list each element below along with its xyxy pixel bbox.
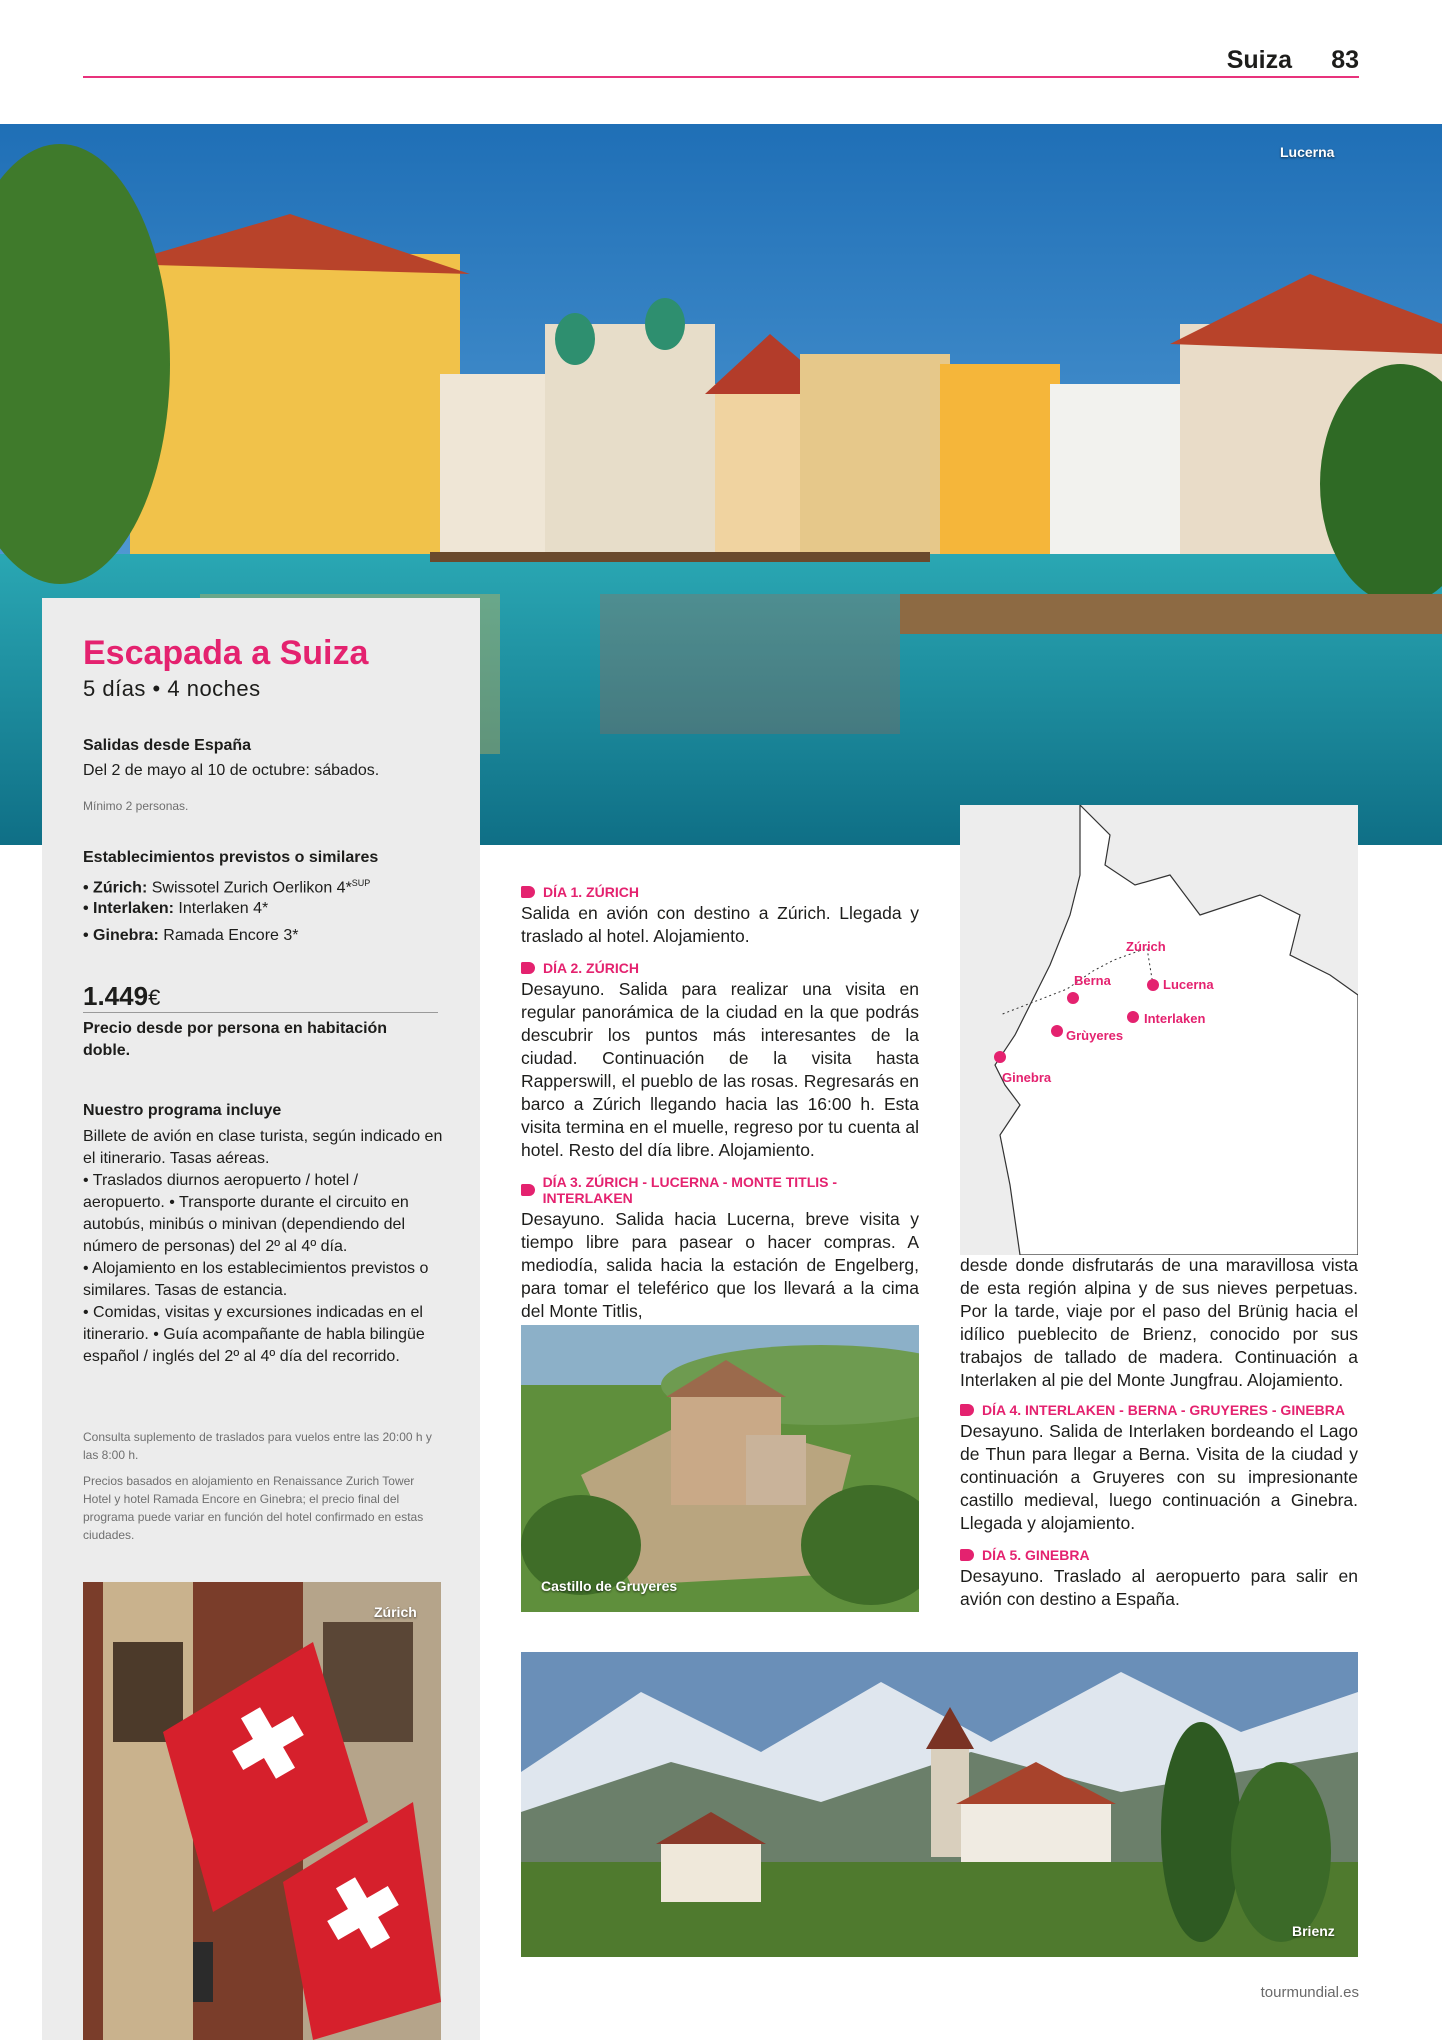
page-number: 83 bbox=[1331, 46, 1359, 74]
map-marker-ginebra bbox=[994, 1051, 1006, 1063]
day-4-heading bbox=[960, 1402, 1358, 1418]
includes-paragraph: • Comidas, visitas y excursiones indicadas en el itinerario. • Guía acompañante de habla bilingüe español / inglés del 2º al 4º día del recorrido. bbox=[83, 1304, 425, 1365]
day-2-heading bbox=[521, 960, 919, 976]
hotel-city: • Zúrich: bbox=[83, 879, 148, 897]
photo-zurich bbox=[83, 1582, 441, 2040]
header-divider bbox=[83, 76, 1359, 78]
price-value: 1.449 bbox=[83, 981, 149, 1011]
hero-caption: Lucerna bbox=[1280, 144, 1335, 160]
footer-url[interactable]: tourmundial.es bbox=[1260, 1984, 1359, 2001]
price bbox=[83, 981, 160, 1012]
map-marker-interlaken bbox=[1127, 1011, 1139, 1023]
bullet-icon bbox=[521, 1184, 535, 1196]
pricing-note: Precios basados en alojamiento en Renaissance Zurich Tower Hotel y hotel Ramada Encore en Ginebra; el precio final del programa puede variar en función del hotel confirmado en estas ciudades. bbox=[83, 1474, 424, 1542]
price-divider bbox=[83, 1012, 438, 1013]
day-1-heading bbox=[521, 884, 919, 900]
map-label-interlaken: Interlaken bbox=[1144, 1011, 1206, 1026]
trip-title: Escapada a Suiza bbox=[83, 634, 369, 672]
hotel-name: Ramada Encore 3* bbox=[163, 927, 299, 944]
minimum-note: Mínimo 2 personas. bbox=[83, 799, 189, 813]
route-map bbox=[960, 805, 1358, 1255]
includes-paragraph: • Traslados diurnos aeropuerto / hotel / aeropuerto. • Transporte durante el circuito en autobús, minibús o minivan (dependiendo del número de personas) del 2º al 4º día. bbox=[83, 1172, 409, 1255]
itinerary-column-2 bbox=[960, 1254, 1358, 1611]
day-1-text: Salida en avión con destino a Zúrich. Llegada y traslado al hotel. Alojamiento. bbox=[521, 903, 919, 946]
day-2-label: DÍA 2. ZÚRICH bbox=[543, 960, 639, 976]
photo-castle-gruyeres bbox=[521, 1325, 919, 1612]
day-5-heading bbox=[960, 1547, 1358, 1563]
castle-caption: Castillo de Gruyeres bbox=[541, 1578, 678, 1594]
day-3-label: DÍA 3. ZÚRICH - LUCERNA - MONTE TITLIS - INTERLAKEN bbox=[542, 1174, 838, 1206]
transfer-note: Consulta suplemento de traslados para vuelos entre las 20:00 h y las 8:00 h. bbox=[83, 1430, 432, 1462]
bullet-icon bbox=[521, 886, 535, 898]
map-marker-lucerna bbox=[1147, 979, 1159, 991]
section-title: Suiza bbox=[1226, 46, 1292, 74]
map-label-ginebra: Ginebra bbox=[1002, 1070, 1052, 1085]
includes-list bbox=[83, 1126, 443, 1368]
day-3-text: Desayuno. Salida hacia Lucerna, breve visita y tiempo libre para pasear o hacer compras. A mediodía, salida hacia la estación de Engelberg, para tomar el teleférico que los llevará a la cima del Monte Titlis, bbox=[521, 1209, 919, 1321]
hotel-item bbox=[83, 898, 268, 920]
map-label-zurich: Zúrich bbox=[1126, 939, 1166, 954]
map-marker-gruyeres bbox=[1051, 1025, 1063, 1037]
bullet-icon bbox=[521, 962, 535, 974]
includes-paragraph: • Alojamiento en los establecimientos previstos o similares. Tasas de estancia. bbox=[83, 1260, 429, 1299]
map-marker-berna bbox=[1067, 992, 1079, 1004]
hotel-item bbox=[83, 872, 370, 899]
bullet-icon bbox=[960, 1549, 974, 1561]
departures-heading: Salidas desde España bbox=[83, 737, 252, 754]
day-2-text: Desayuno. Salida para realizar una visita en regular panorámica de la ciudad en la que podrás descubrir los puntos más interesantes de la ciudad. Continuación de la visita hasta Rapperswill, el pueblo de las rosas. Regresarás en barco a Zúrich llegando hacia las 16:00 h. Esta visita termina en el muelle, regreso por tu cuenta al hotel. Resto del día libre. Alojamiento. bbox=[521, 979, 919, 1160]
day-3-heading bbox=[521, 1174, 919, 1206]
hotel-name: Swissotel Zurich Oerlikon 4* bbox=[151, 879, 352, 897]
day-3-continuation: desde donde disfrutarás de una maravillosa vista de esta región alpina y de sus nieves perpetuas. Por la tarde, viaje por el paso del Brünig hacia el idílico pueblecito de Brienz, conocido por sus trabajos de tallado de madera. Continuación a Interlaken al pie del Monte Jungfrau. Alojamiento. bbox=[960, 1255, 1358, 1390]
trip-subtitle: 5 días • 4 noches bbox=[83, 676, 261, 701]
hotel-name: Interlaken 4* bbox=[178, 900, 269, 917]
price-currency: € bbox=[148, 985, 161, 1010]
map-label-gruyeres: Grùyeres bbox=[1066, 1028, 1124, 1043]
brienz-caption: Brienz bbox=[1292, 1923, 1335, 1939]
hotel-item bbox=[83, 925, 298, 947]
zurich-caption: Zúrich bbox=[374, 1604, 417, 1620]
includes-paragraph: Billete de avión en clase turista, según indicado en el itinerario. Tasas aéreas. bbox=[83, 1128, 443, 1167]
bullet-icon bbox=[960, 1404, 974, 1416]
day-4-label: DÍA 4. INTERLAKEN - BERNA - GRUYERES - GINEBRA bbox=[982, 1402, 1345, 1418]
day-1-label: DÍA 1. ZÚRICH bbox=[543, 884, 639, 900]
hotel-city: • Interlaken: bbox=[83, 900, 174, 917]
map-label-berna: Berna bbox=[1074, 973, 1111, 988]
day-5-text: Desayuno. Traslado al aeropuerto para salir en avión con destino a España. bbox=[960, 1566, 1358, 1609]
day-5-label: DÍA 5. GINEBRA bbox=[982, 1547, 1090, 1563]
hotel-sup: SUP bbox=[351, 878, 371, 888]
map-label-lucerna: Lucerna bbox=[1163, 977, 1214, 992]
includes-heading: Nuestro programa incluye bbox=[83, 1102, 282, 1119]
itinerary-column-1 bbox=[521, 884, 919, 1323]
day-4-text: Desayuno. Salida de Interlaken bordeando el Lago de Thun para llegar a Berna. Visita de la ciudad y continuación a Gruyeres con su impresionante castillo medieval, luego continuación a Ginebra. Llegada y alojamiento. bbox=[960, 1421, 1358, 1533]
photo-brienz bbox=[521, 1652, 1358, 1957]
price-note: Precio desde por persona en habitación doble. bbox=[83, 1020, 388, 1059]
hotels-heading: Establecimientos previstos o similares bbox=[83, 849, 379, 866]
departures-text: Del 2 de mayo al 10 de octubre: sábados. bbox=[83, 762, 380, 779]
hotel-city: • Ginebra: bbox=[83, 927, 159, 944]
